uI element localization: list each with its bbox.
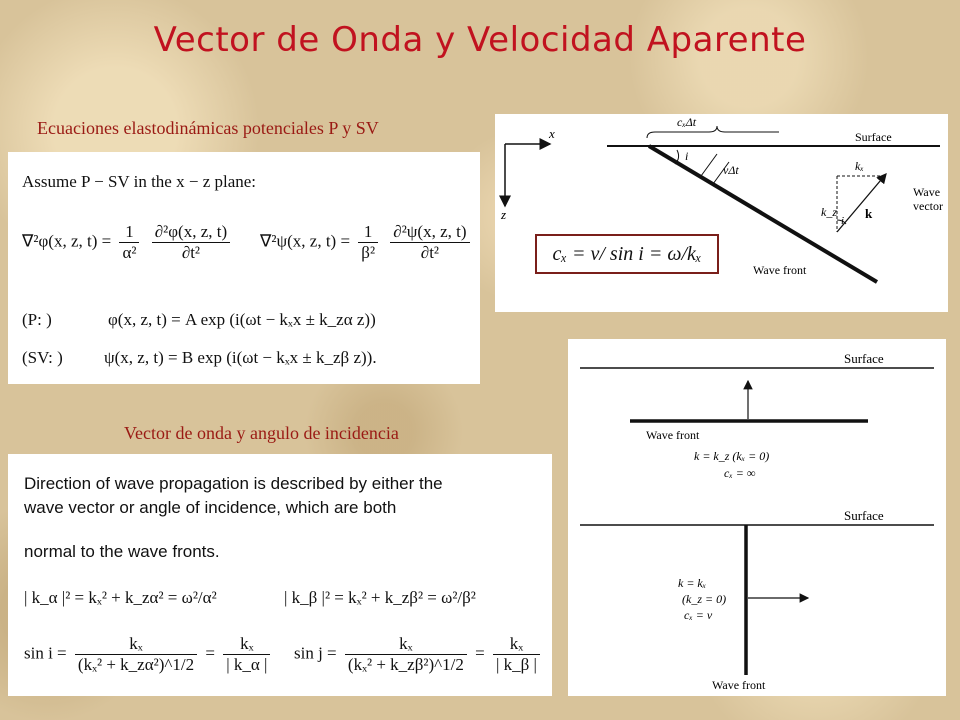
wave-vector-label-2: vector xyxy=(913,199,943,213)
wave-front-label: Wave front xyxy=(753,263,807,277)
description-line-1: Direction of wave propagation is described by either the xyxy=(24,474,443,493)
sin-j-lhs: sin j = xyxy=(294,643,337,663)
equations-panel xyxy=(8,152,480,384)
wave-front-bottom-label: Wave front xyxy=(712,678,766,692)
sin-j-fraction-2 xyxy=(493,634,540,675)
surface-bottom-label: Surface xyxy=(844,508,884,523)
assume-text: Assume P − SV in the x − z plane: xyxy=(22,172,257,191)
surface-top-label: Surface xyxy=(844,351,884,366)
laplacian-psi-lhs: ∇²ψ(x, z, t) = xyxy=(260,231,351,251)
coef-alpha-den: α² xyxy=(122,243,137,262)
k-alpha-magnitude-equation: | k_α |² = kₓ² + k_zα² = ω²/α² xyxy=(24,588,217,607)
sin-j-num-1: kₓ xyxy=(345,634,467,655)
caption-wave-vector: Vector de onda y angulo de incidencia xyxy=(124,423,399,443)
sin-j-fraction-1 xyxy=(345,634,467,675)
z-axis-label: z xyxy=(501,207,507,222)
sin-i-equation xyxy=(24,634,274,675)
sin-i-den-2: | k_α | xyxy=(226,655,268,674)
kx-label: kₓ xyxy=(855,159,864,173)
propagation-cases-panel xyxy=(568,339,946,696)
sin-i-num-1: kₓ xyxy=(75,634,197,655)
sin-j-num-2: kₓ xyxy=(493,634,540,655)
sin-j-den-2: | k_β | xyxy=(495,655,537,674)
psi-derivative-fraction xyxy=(390,222,469,263)
vdt-label: vΔt xyxy=(723,163,739,177)
coef-alpha-num: 1 xyxy=(119,222,139,243)
sin-i-fraction-1 xyxy=(75,634,197,675)
wavefront-diagram-panel xyxy=(495,114,948,312)
laplacian-psi-equation xyxy=(260,222,474,263)
coef-alpha-fraction xyxy=(119,222,139,263)
cx-dt-bracket xyxy=(647,126,779,138)
kz-zero-label: (k_z = 0) xyxy=(682,592,727,606)
x-axis-label: x xyxy=(549,126,555,141)
wavefront-diagram xyxy=(495,114,948,312)
sin-i-den-1: (kₓ² + k_zα²)^1/2 xyxy=(77,655,195,674)
coef-beta-num: 1 xyxy=(358,222,378,243)
k-equals-kz-label: k = k_z (kₓ = 0) xyxy=(694,449,770,463)
k-vector-arrow xyxy=(837,174,886,232)
psi-derivative-den: ∂t² xyxy=(420,243,440,262)
coef-beta-den: β² xyxy=(361,243,376,262)
caption-equations: Ecuaciones elastodinámicas potenciales P y SV xyxy=(37,118,379,138)
wave-vector-text-panel xyxy=(8,454,552,696)
apparent-velocity-formula-text: cₓ = v/ sin i = ω/kₓ xyxy=(552,242,702,265)
sin-i-num-2: kₓ xyxy=(223,634,270,655)
cx-infinity-label: cₓ = ∞ xyxy=(724,466,756,480)
wave-front-top-label: Wave front xyxy=(646,428,700,442)
psi-derivative-num: ∂²ψ(x, z, t) xyxy=(390,222,469,243)
sin-j-den-1: (kₓ² + k_zβ²)^1/2 xyxy=(347,655,464,674)
kz-label: k_z xyxy=(821,205,837,219)
sv-potential-equation: ψ(x, z, t) = B exp (i(ωt − kₓx ± k_zβ z)). xyxy=(104,348,377,367)
sv-label: (SV: ) xyxy=(22,348,63,367)
propagation-cases-diagram xyxy=(568,339,946,696)
coef-beta-fraction xyxy=(358,222,378,263)
sin-i-fraction-2 xyxy=(223,634,270,675)
description-line-2: wave vector or angle of incidence, which are both xyxy=(24,498,397,517)
description-line-3: normal to the wave fronts. xyxy=(24,542,220,561)
k-equals-kx-label: k = kₓ xyxy=(678,576,707,590)
vdt-tick-a xyxy=(701,154,717,176)
phi-derivative-num: ∂²φ(x, z, t) xyxy=(152,222,230,243)
laplacian-phi-equation xyxy=(22,222,234,263)
cx-equals-v-label: cₓ = v xyxy=(684,608,713,622)
k-label: k xyxy=(865,206,873,221)
laplacian-phi-lhs: ∇²φ(x, z, t) = xyxy=(22,231,112,251)
phi-derivative-fraction xyxy=(152,222,230,263)
sin-j-equation xyxy=(294,634,544,675)
sin-i-lhs: sin i = xyxy=(24,643,67,663)
k-beta-magnitude-equation: | k_β |² = kₓ² + k_zβ² = ω²/β² xyxy=(284,588,476,607)
p-potential-equation: φ(x, z, t) = A exp (i(ωt − kₓx ± k_zα z)) xyxy=(108,310,376,329)
angle-i-label: i xyxy=(685,149,689,163)
p-label: (P: ) xyxy=(22,310,52,329)
slide-title: Vector de Onda y Velocidad Aparente xyxy=(153,20,807,60)
surface-label: Surface xyxy=(855,130,892,144)
sin-i-equals: = xyxy=(205,643,215,663)
apparent-velocity-formula xyxy=(535,234,719,274)
cx-dt-label: cₓΔt xyxy=(677,115,697,129)
angle-i2-label: i xyxy=(841,215,845,227)
phi-derivative-den: ∂t² xyxy=(181,243,201,262)
wave-vector-label-1: Wave xyxy=(913,185,941,199)
sin-j-equals: = xyxy=(475,643,485,663)
